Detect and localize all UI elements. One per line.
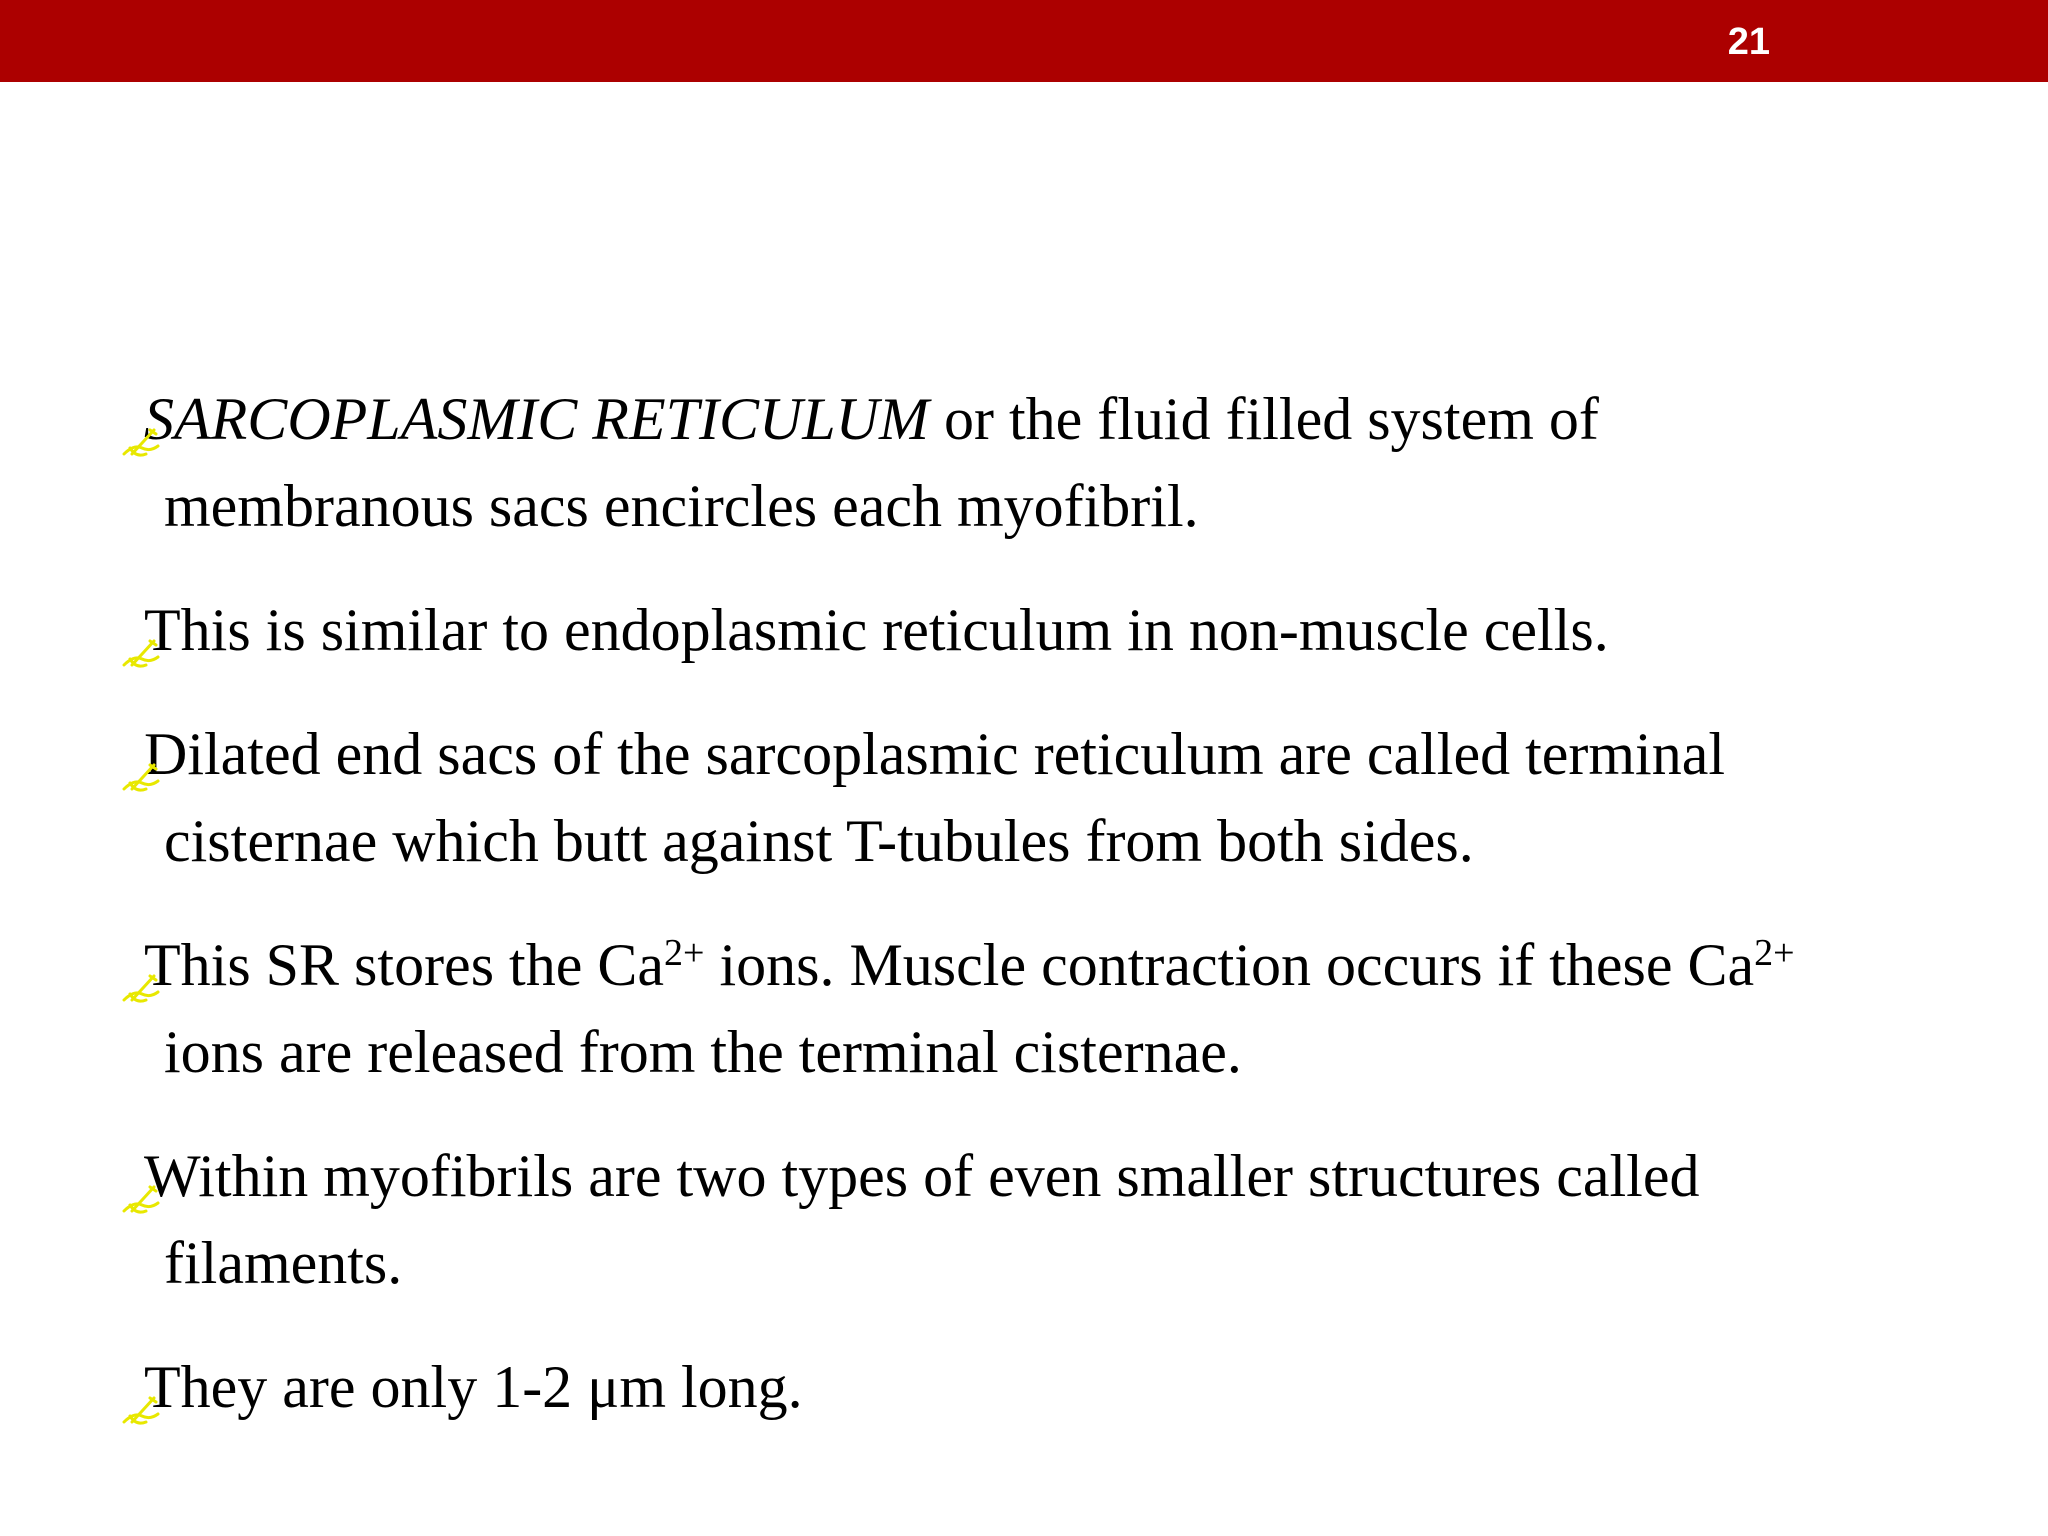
writing-hand-icon xyxy=(120,401,164,441)
bullet-text: Within myofibrils are two types of even smaller structures called xyxy=(144,1143,1700,1209)
bullet-text: Dilated end sacs of the sarcoplasmic reticulum are called terminal xyxy=(144,721,1726,787)
header-bar xyxy=(0,0,2048,82)
bullet-item-calcium-ions xyxy=(120,922,2020,1096)
bullet-text-continued: cisternae which butt against T-tubules from both sides. xyxy=(164,808,1474,874)
bullet-list xyxy=(120,376,2020,1431)
writing-hand-icon xyxy=(120,1369,164,1409)
writing-hand-icon xyxy=(120,736,164,776)
bullet-text-continued: ions are released from the terminal cisternae. xyxy=(164,1019,1242,1085)
writing-hand-icon xyxy=(120,612,164,652)
bullet-text-continued: filaments. xyxy=(164,1230,403,1296)
bullet-item-length xyxy=(120,1344,2020,1431)
writing-hand-icon xyxy=(120,1158,164,1198)
writing-hand-icon xyxy=(120,947,164,987)
bullet-item-similar-endoplasmic xyxy=(120,587,2020,674)
bullet-text: This is similar to endoplasmic reticulum in non-muscle cells. xyxy=(144,597,1609,663)
superscript-charge: 2+ xyxy=(1754,932,1795,974)
slide-number: 21 xyxy=(1727,21,1770,63)
superscript-charge: 2+ xyxy=(664,932,705,974)
bullet-text: ions. Muscle contraction occurs if these Ca xyxy=(704,932,1755,998)
bullet-item-sarcoplasmic-reticulum xyxy=(120,376,2020,550)
bullet-text: or the fluid filled system of xyxy=(928,386,1599,452)
bullet-text-continued: membranous sacs encircles each myofibril. xyxy=(164,473,1199,539)
bullet-item-filaments xyxy=(120,1133,2020,1307)
bullet-text: This SR stores the Ca xyxy=(144,932,664,998)
bullet-item-terminal-cisternae xyxy=(120,711,2020,885)
term-sarcoplasmic-reticulum: SARCOPLASMIC RETICULUM xyxy=(144,386,929,452)
bullet-text: They are only 1-2 μm long. xyxy=(144,1354,803,1420)
